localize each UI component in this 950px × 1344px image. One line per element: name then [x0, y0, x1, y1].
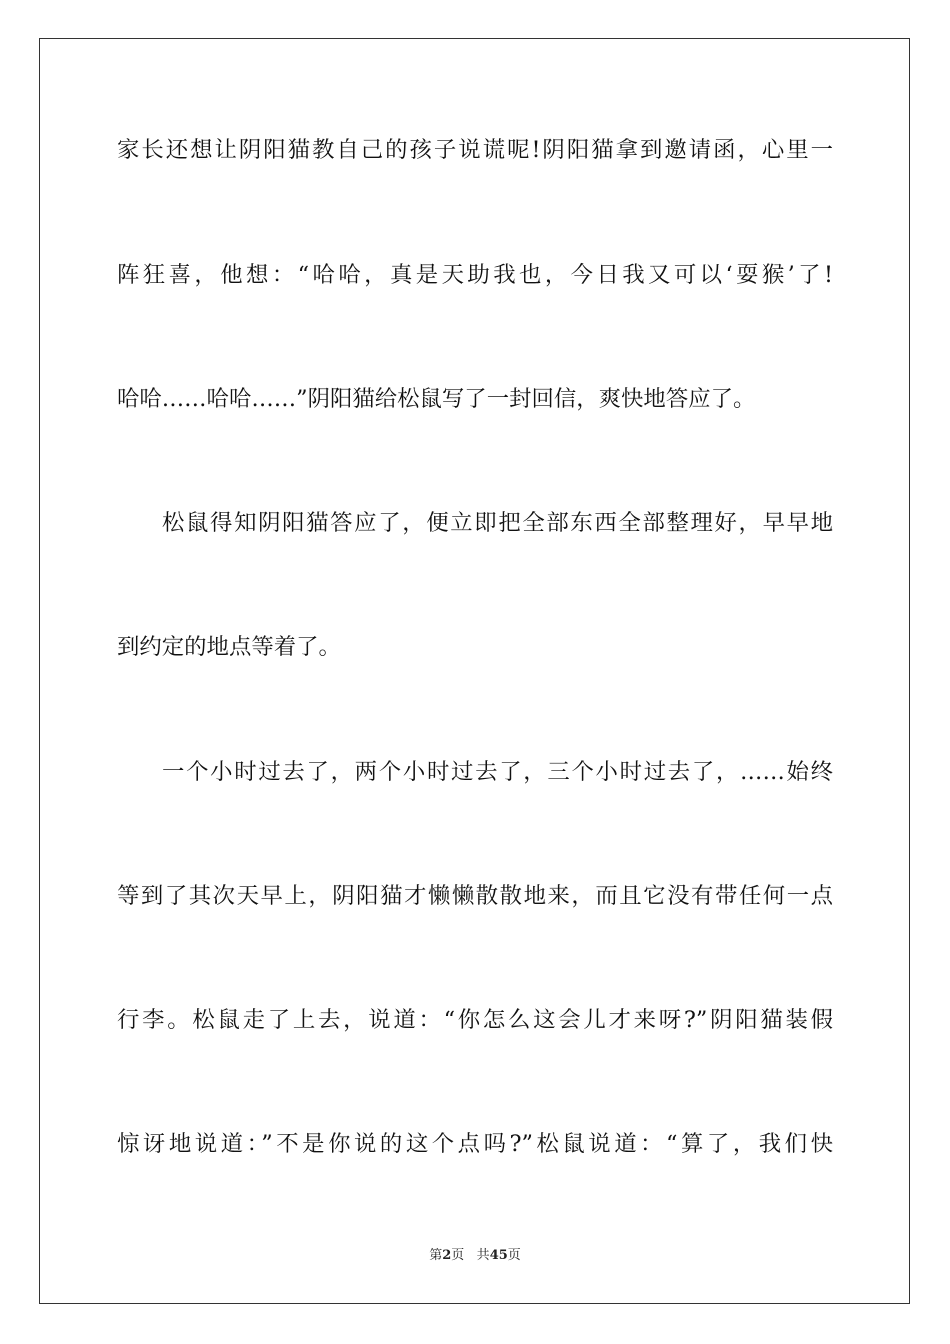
page-number: 2 — [442, 1248, 452, 1263]
total-prefix: 共 — [476, 1248, 490, 1263]
text-line-2: 阵狂喜，他想：“哈哈，真是天助我也，今日我又可以‘耍猴’了! — [117, 262, 833, 288]
text-line-6: 一个小时过去了，两个小时过去了，三个小时过去了，……始终 — [162, 759, 833, 785]
text-line-9: 惊讶地说道：”不是你说的这个点吗?”松鼠说道：“算了，我们快 — [117, 1131, 833, 1157]
text-line-7: 等到了其次天早上，阴阳猫才懒懒散散地来，而且它没有带任何一点 — [117, 883, 833, 909]
total-pages: 45 — [489, 1248, 508, 1263]
page-footer — [0, 1247, 950, 1265]
text-line-1: 家长还想让阴阳猫教自己的孩子说谎呢!阴阳猫拿到邀请函，心里一 — [117, 137, 833, 163]
text-line-5: 到约定的地点等着了。 — [117, 634, 341, 660]
total-suffix: 页 — [507, 1248, 521, 1263]
text-line-4: 松鼠得知阴阳猫答应了，便立即把全部东西全部整理好，早早地 — [162, 510, 833, 536]
page-suffix: 页 — [451, 1248, 465, 1263]
page-border — [39, 38, 910, 1304]
text-line-3: 哈哈……哈哈……”阴阳猫给松鼠写了一封回信，爽快地答应了。 — [117, 386, 756, 412]
text-line-8: 行李。松鼠走了上去，说道：“你怎么这会儿才来呀?”阴阳猫装假 — [117, 1007, 833, 1033]
page-prefix: 第 — [429, 1248, 443, 1263]
